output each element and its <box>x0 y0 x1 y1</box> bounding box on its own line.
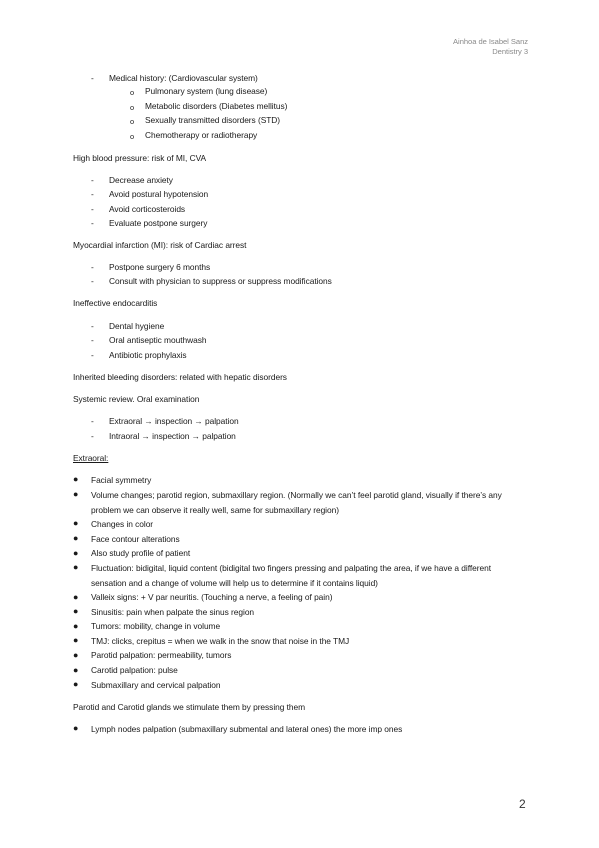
section-heading-myocardial-infarction: Myocardial infarction (MI): risk of Cardiac arrest <box>73 240 247 250</box>
circle-bullet-marker: o <box>130 132 135 141</box>
bullet-marker: ● <box>73 592 79 602</box>
list-item: Parotid palpation: permeability, tumors <box>91 650 232 660</box>
bullet-marker: ● <box>73 606 79 616</box>
bullet-marker: ● <box>73 518 79 528</box>
list-item: Dental hygiene <box>109 321 165 331</box>
list-item: Sinusitis: pain when palpate the sinus region <box>91 607 255 617</box>
list-item: Chemotherapy or radiotherapy <box>145 130 258 140</box>
section-heading-inherited-bleeding: Inherited bleeding disorders: related with hepatic disorders <box>73 372 287 382</box>
header-author: Ainhoa de Isabel Sanz <box>453 37 528 46</box>
list-item: Consult with physician to suppress or suppress modifications <box>109 276 332 286</box>
medical-history-label: Medical history: (Cardiovascular system) <box>109 73 258 83</box>
list-item: Changes in color <box>91 519 154 529</box>
dash-marker: - <box>91 73 94 83</box>
list-item: Intraoral → inspection → palpation <box>109 431 236 441</box>
dash-marker: - <box>91 175 94 185</box>
bullet-marker: ● <box>73 723 79 733</box>
list-item: Avoid postural hypotension <box>109 189 209 199</box>
list-item: Avoid corticosteroids <box>109 204 186 214</box>
list-item: Sexually transmitted disorders (STD) <box>145 115 281 125</box>
bullet-marker: ● <box>73 650 79 660</box>
list-item: TMJ: clicks, crepitus = when we walk in the snow that noise in the TMJ <box>91 636 350 646</box>
circle-bullet-marker: o <box>130 88 135 97</box>
dash-marker: - <box>91 189 94 199</box>
list-item: Fluctuation: bidigital, liquid content (bidigital two fingers pressing and palpating the area, if we have a different sensation and a change of volume will help us to determine if it contains liquid) <box>91 563 491 588</box>
list-item: Face contour alterations <box>91 534 180 544</box>
list-item: Facial symmetry <box>91 475 152 485</box>
bullet-marker: ● <box>73 548 79 558</box>
list-item: Metabolic disorders (Diabetes mellitus) <box>145 101 288 111</box>
section-heading-high-blood-pressure: High blood pressure: risk of MI, CVA <box>73 153 207 163</box>
list-item: Tumors: mobility, change in volume <box>91 621 221 631</box>
list-item: Valleix signs: + V par neuritis. (Touching a nerve, a feeling of pain) <box>91 592 333 602</box>
list-item: Oral antiseptic mouthwash <box>109 335 207 345</box>
header-subject: Dentistry 3 <box>492 47 528 56</box>
list-item: Pulmonary system (lung disease) <box>145 86 268 96</box>
dash-marker: - <box>91 218 94 228</box>
list-item: Also study profile of patient <box>91 548 191 558</box>
dash-marker: - <box>91 276 94 286</box>
dash-marker: - <box>91 335 94 345</box>
circle-bullet-marker: o <box>130 117 135 126</box>
note-parotid-carotid: Parotid and Carotid glands we stimulate them by pressing them <box>73 702 306 712</box>
list-item: Lymph nodes palpation (submaxillary submental and lateral ones) the more imp ones <box>91 724 403 734</box>
section-heading-systemic-review: Systemic review. Oral examination <box>73 394 200 404</box>
section-heading-endocarditis: Ineffective endocarditis <box>73 298 158 308</box>
bullet-marker: ● <box>73 665 79 675</box>
page-header <box>453 37 528 57</box>
bullet-marker: ● <box>73 489 79 499</box>
list-item: Carotid palpation: pulse <box>91 665 178 675</box>
list-item: Submaxillary and cervical palpation <box>91 680 221 690</box>
list-item: Antibiotic prophylaxis <box>109 350 187 360</box>
dash-marker: - <box>91 262 94 272</box>
list-item: Postpone surgery 6 months <box>109 262 211 272</box>
dash-marker: - <box>91 431 94 441</box>
dash-marker: - <box>91 204 94 214</box>
dash-marker: - <box>91 350 94 360</box>
list-item: Volume changes; parotid region, submaxillary region. (Normally we can’t feel parotid gland, visually if there’s any problem we can observe it really well, same for submaxillary region) <box>91 490 502 515</box>
section-heading-extraoral: Extraoral: <box>73 453 109 463</box>
page-number: 2 <box>519 797 526 811</box>
dash-marker: - <box>91 416 94 426</box>
bullet-marker: ● <box>73 621 79 631</box>
bullet-marker: ● <box>73 679 79 689</box>
bullet-marker: ● <box>73 533 79 543</box>
dash-marker: - <box>91 321 94 331</box>
bullet-marker: ● <box>73 635 79 645</box>
list-item: Decrease anxiety <box>109 175 173 185</box>
circle-bullet-marker: o <box>130 103 135 112</box>
list-item: Extraoral → inspection → palpation <box>109 416 239 426</box>
list-item: Evaluate postpone surgery <box>109 218 208 228</box>
bullet-marker: ● <box>73 562 79 572</box>
bullet-marker: ● <box>73 474 79 484</box>
